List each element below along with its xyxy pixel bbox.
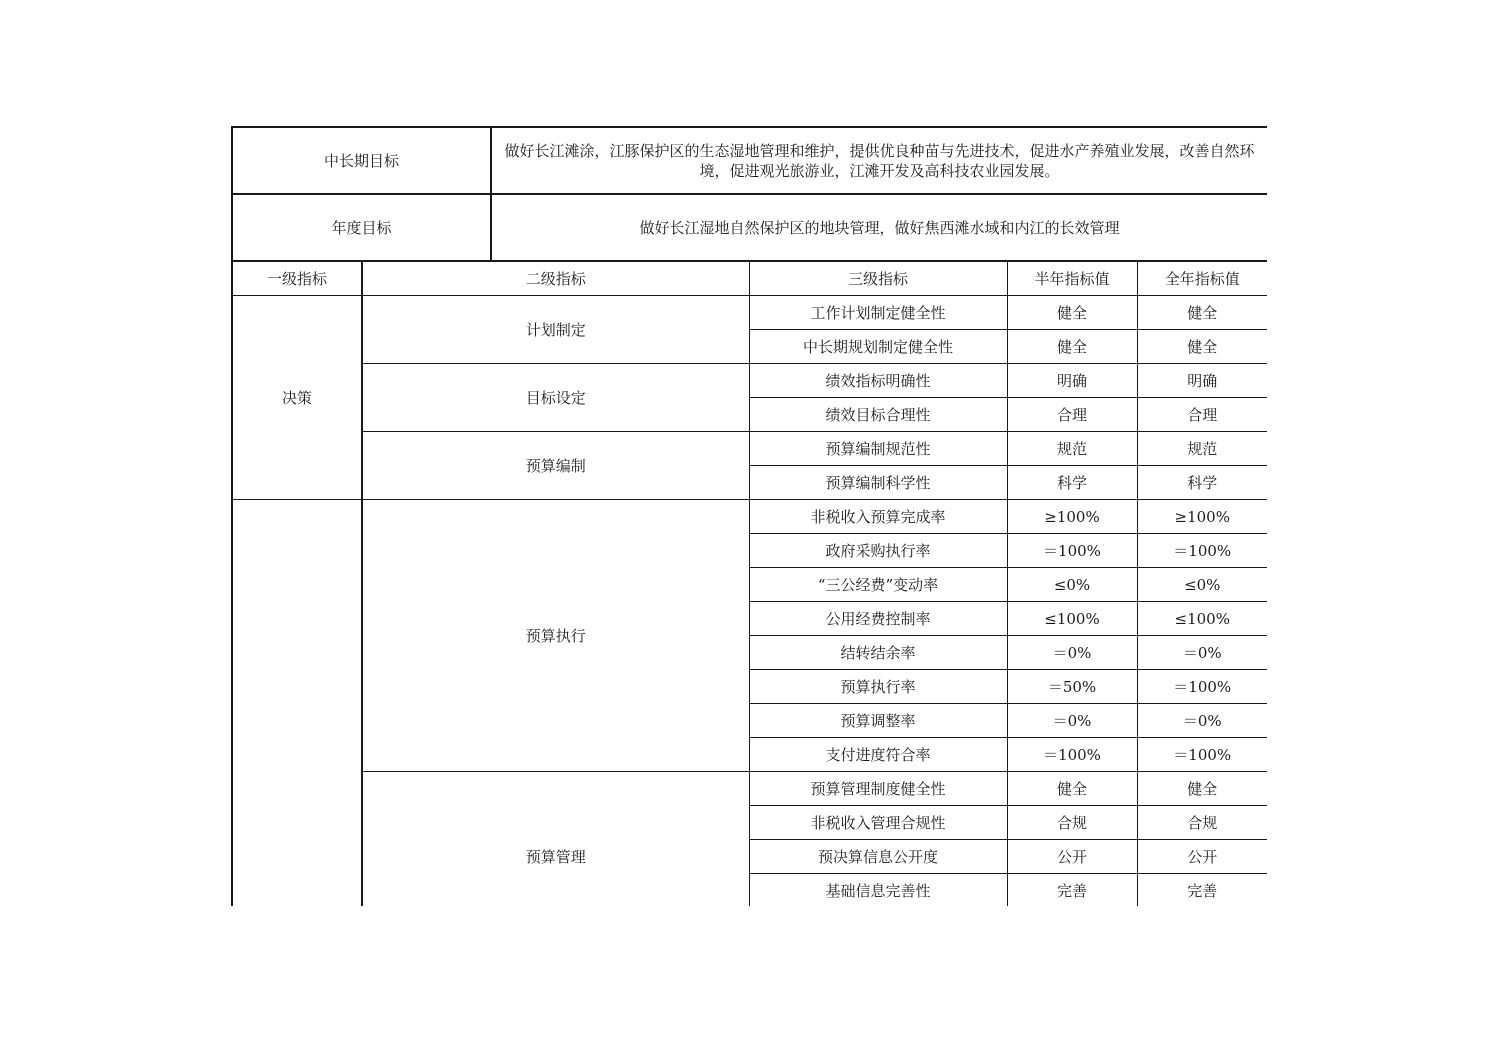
performance-target-table (231, 126, 1267, 906)
level2-cell: 计划制定 (362, 296, 749, 364)
half-year-value: 公开 (1007, 840, 1137, 874)
full-year-value: 完善 (1137, 874, 1267, 907)
half-year-value: 科学 (1007, 466, 1137, 500)
level1-cell (232, 500, 362, 907)
level3-cell: 非税收入管理合规性 (749, 806, 1007, 840)
level3-cell: 支付进度符合率 (749, 738, 1007, 772)
level3-cell: 公用经费控制率 (749, 602, 1007, 636)
annual-goal-label: 年度目标 (232, 194, 491, 261)
full-year-value: ＝0% (1137, 704, 1267, 738)
full-year-value: ＝100% (1137, 670, 1267, 704)
full-year-value: 健全 (1137, 772, 1267, 806)
half-year-value: ＝0% (1007, 704, 1137, 738)
level3-cell: 预算执行率 (749, 670, 1007, 704)
level3-cell: 绩效指标明确性 (749, 364, 1007, 398)
annual-goal-text: 做好长江湿地自然保护区的地块管理，做好焦西滩水域和内江的长效管理 (491, 194, 1267, 261)
full-year-value: ＝0% (1137, 636, 1267, 670)
level3-cell: 预算编制科学性 (749, 466, 1007, 500)
full-year-value: ＝100% (1137, 738, 1267, 772)
full-year-value: ≥100% (1137, 500, 1267, 534)
annual-goal-row (232, 194, 1267, 261)
level3-cell: 预算管理制度健全性 (749, 772, 1007, 806)
full-year-value: 合规 (1137, 806, 1267, 840)
full-year-value: 科学 (1137, 466, 1267, 500)
indicator-table (231, 261, 1267, 906)
full-year-value: 规范 (1137, 432, 1267, 466)
header-half-year: 半年指标值 (1007, 262, 1137, 296)
half-year-value: 明确 (1007, 364, 1137, 398)
goals-table (231, 126, 1267, 262)
level3-cell: 中长期规划制定健全性 (749, 330, 1007, 364)
full-year-value: 健全 (1137, 330, 1267, 364)
level3-cell: “三公经费”变动率 (749, 568, 1007, 602)
full-year-value: ≤100% (1137, 602, 1267, 636)
long-term-goal-row (232, 127, 1267, 194)
header-full-year: 全年指标值 (1137, 262, 1267, 296)
half-year-value: ≤100% (1007, 602, 1137, 636)
header-level2: 二级指标 (362, 262, 749, 296)
level3-cell: 预算编制规范性 (749, 432, 1007, 466)
table-row (232, 772, 1267, 806)
table-row (232, 296, 1267, 330)
full-year-value: 健全 (1137, 296, 1267, 330)
full-year-value: ≤0% (1137, 568, 1267, 602)
full-year-value: ＝100% (1137, 534, 1267, 568)
long-term-goal-text: 做好长江滩涂，江豚保护区的生态湿地管理和维护，提供优良种苗与先进技术，促进水产养殖业发展，改善自然环境，促进观光旅游业，江滩开发及高科技农业园发展。 (491, 127, 1267, 194)
half-year-value: ≤0% (1007, 568, 1137, 602)
indicator-header-row (232, 262, 1267, 296)
half-year-value: ＝50% (1007, 670, 1137, 704)
half-year-value: 规范 (1007, 432, 1137, 466)
long-term-goal-label: 中长期目标 (232, 127, 491, 194)
level2-cell: 预算编制 (362, 432, 749, 500)
half-year-value: 健全 (1007, 296, 1137, 330)
header-level3: 三级指标 (749, 262, 1007, 296)
level3-cell: 预算调整率 (749, 704, 1007, 738)
table-row (232, 432, 1267, 466)
full-year-value: 明确 (1137, 364, 1267, 398)
level3-cell: 绩效目标合理性 (749, 398, 1007, 432)
full-year-value: 公开 (1137, 840, 1267, 874)
half-year-value: ＝0% (1007, 636, 1137, 670)
table-row (232, 364, 1267, 398)
level1-cell: 决策 (232, 296, 362, 500)
half-year-value: 完善 (1007, 874, 1137, 907)
header-level1: 一级指标 (232, 262, 362, 296)
table-row (232, 500, 1267, 534)
level3-cell: 预决算信息公开度 (749, 840, 1007, 874)
half-year-value: 合理 (1007, 398, 1137, 432)
half-year-value: ＝100% (1007, 534, 1137, 568)
half-year-value: 健全 (1007, 772, 1137, 806)
level3-cell: 非税收入预算完成率 (749, 500, 1007, 534)
level2-cell: 预算执行 (362, 500, 749, 772)
level2-cell: 目标设定 (362, 364, 749, 432)
level2-cell: 预算管理 (362, 772, 749, 907)
half-year-value: ＝100% (1007, 738, 1137, 772)
level3-cell: 基础信息完善性 (749, 874, 1007, 907)
half-year-value: ≥100% (1007, 500, 1137, 534)
level3-cell: 政府采购执行率 (749, 534, 1007, 568)
level3-cell: 结转结余率 (749, 636, 1007, 670)
half-year-value: 健全 (1007, 330, 1137, 364)
full-year-value: 合理 (1137, 398, 1267, 432)
half-year-value: 合规 (1007, 806, 1137, 840)
level3-cell: 工作计划制定健全性 (749, 296, 1007, 330)
